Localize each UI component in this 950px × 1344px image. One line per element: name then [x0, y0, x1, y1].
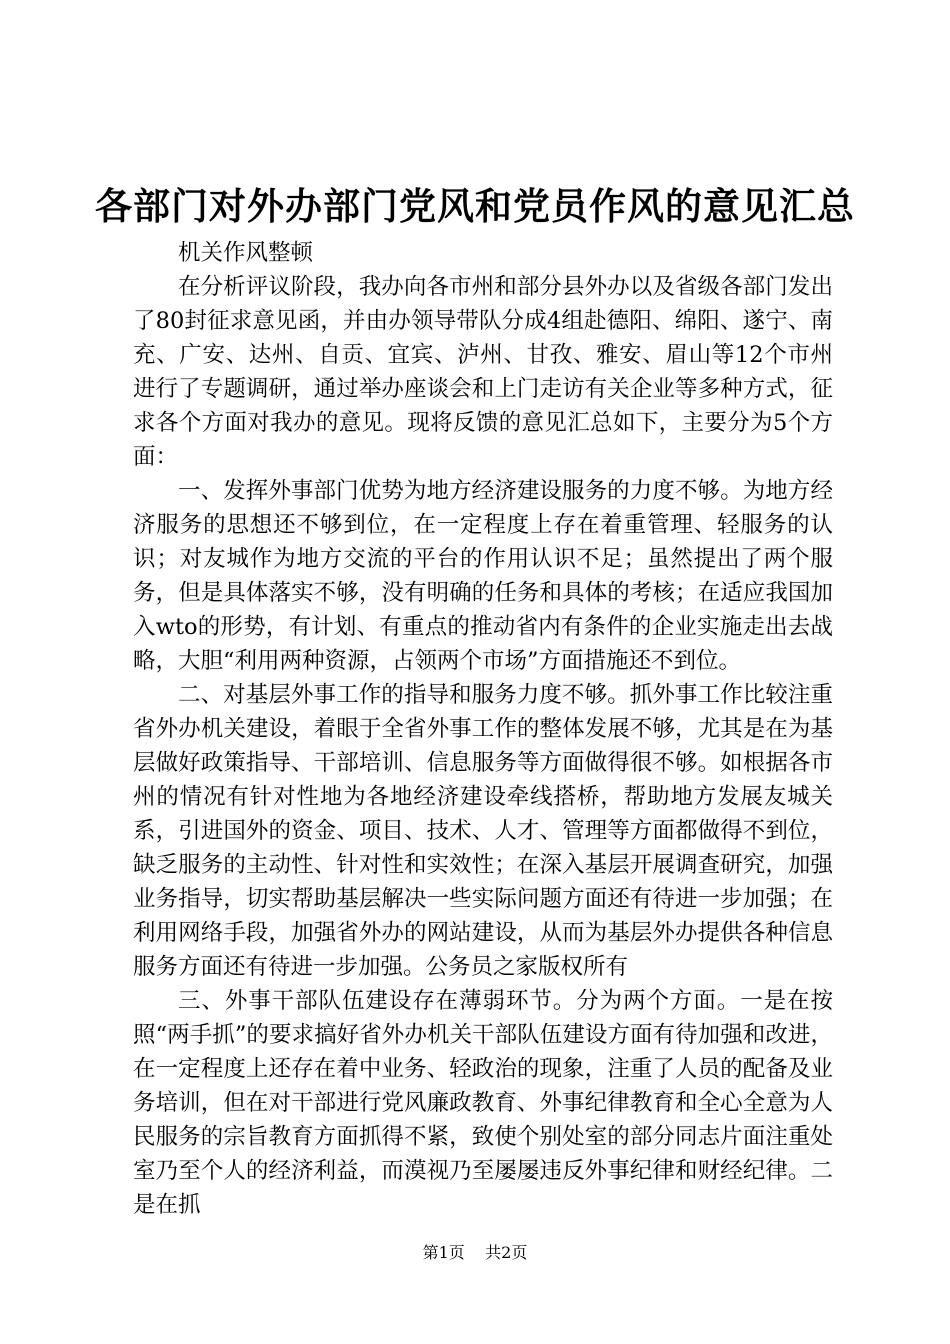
document-subtitle: 机关作风整顿 [178, 240, 314, 266]
paragraph-point-3: 三、外事干部队伍建设存在薄弱环节。分为两个方面。一是在按照“两手抓”的要求搞好省外办机关干部队伍建设方面有待加强和改进，在一定程度上还存在着中业务、轻政治的现象，注重了人员的配备及业务培训，但在对干部进行党风廉政教育、外事纪律教育和全心全意为人民服务的宗旨教育方面抓得不紧，致使个别处室的部分同志片面注重处室乃至个人的经济利益，而漠视乃至屡屡违反外事纪律和财经纪律。二是在抓 [133, 988, 833, 1218]
paragraph-point-1: 一、发挥外事部门优势为地方经济建设服务的力度不够。为地方经济服务的思想还不够到位，在一定程度上存在着重管理、轻服务的认识；对友城作为地方交流的平台的作用认识不足；虽然提出了两个服务，但是具体落实不够，没有明确的任务和具体的考核；在适应我国加入wto的形势，有计划、有重点的推动省内有条件的企业实施走出去战略，大胆“利用两种资源，占领两个市场”方面措施还不到位。 [133, 478, 833, 674]
paragraph-intro: 在分析评议阶段，我办向各市州和部分县外办以及省级各部门发出了80封征求意见函，并由办领导带队分成4组赴德阳、绵阳、遂宁、南充、广安、达州、自贡、宜宾、泸州、甘孜、雅安、眉山等12个市州进行了专题调研，通过举办座谈会和上门走访有关企业等多种方式，征求各个方面对我办的意见。现将反馈的意见汇总如下，主要分为5个方面： [133, 274, 833, 470]
document-title: 各部门对外办部门党风和党员作风的意见汇总 [95, 184, 855, 228]
page-total: 共2页 [485, 1243, 528, 1262]
page-spacer [470, 1243, 480, 1262]
page-footer [0, 1242, 950, 1264]
page-number: 第1页 [422, 1243, 465, 1262]
document-body [133, 236, 833, 1222]
paragraph-point-2: 二、对基层外事工作的指导和服务力度不够。抓外事工作比较注重省外办机关建设，着眼于全省外事工作的整体发展不够，尤其是在为基层做好政策指导、干部培训、信息服务等方面做得很不够。如根据各市州的情况有针对性地为各地经济建设牵线搭桥，帮助地方发展友城关系，引进国外的资金、项目、技术、人才、管理等方面都做得不到位，缺乏服务的主动性、针对性和实效性；在深入基层开展调查研究，加强业务指导，切实帮助基层解决一些实际问题方面还有待进一步加强；在利用网络手段，加强省外办的网站建设，从而为基层外办提供各种信息服务方面还有待进一步加强。公务员之家版权所有 [133, 682, 833, 980]
